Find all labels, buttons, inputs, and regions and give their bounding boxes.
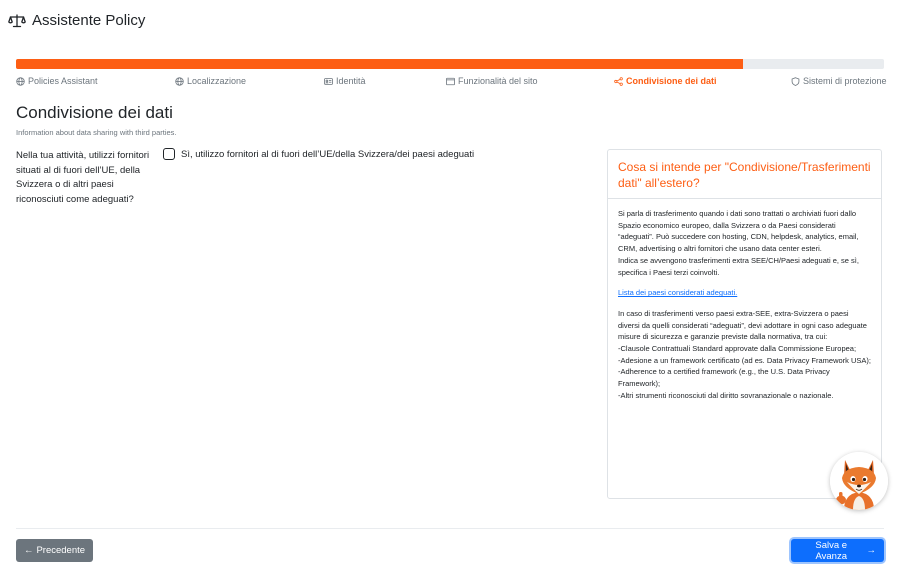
info-card-title: Cosa si intende per "Condivisione/Trasferimenti dati" all’estero? bbox=[618, 160, 871, 190]
list-item: -Adesione a un framework certificato (ad es. Data Privacy Framework USA); bbox=[618, 355, 872, 365]
window-icon bbox=[446, 77, 455, 86]
save-and-continue-label: Salva e Avanza bbox=[815, 539, 848, 562]
shield-icon bbox=[791, 77, 800, 86]
adequate-countries-link[interactable]: Lista dei paesi considerati adeguati. bbox=[618, 288, 738, 298]
list-item: -Clausole Contrattuali Standard approvate dalla Commissione Europea; bbox=[618, 344, 857, 354]
question-text: Nella tua attività, utilizzi fornitori situati al di fuori dell’UE, della Svizzera o di altri paesi riconosciuti come adeguati? bbox=[16, 150, 150, 205]
scale-icon bbox=[8, 14, 26, 28]
info-card-body bbox=[608, 199, 881, 402]
step-policies-assistant[interactable] bbox=[16, 76, 98, 86]
arrow-right-icon: → bbox=[866, 545, 876, 556]
list-item: -Adherence to a certified framework (e.g., the U.S. Data Privacy Framework); bbox=[618, 367, 830, 389]
step-identita[interactable] bbox=[324, 76, 366, 86]
save-and-continue-button[interactable] bbox=[791, 539, 884, 562]
step-localizzazione[interactable] bbox=[175, 76, 246, 86]
share-icon bbox=[614, 77, 623, 86]
info-paragraph: In caso di trasferimenti verso paesi extra-SEE, extra-Svizzera o paesi diversi da quelli considerati “adeguati”, devi adottare in ogni caso adeguate misure di sicurezza e garanzie previste dalla normativa, tra cui: bbox=[618, 308, 867, 342]
list-item: -Altri strumenti riconosciuti dal diritto sovranazionale o nazionale. bbox=[618, 390, 834, 400]
page-title: Condivisione dei dati bbox=[16, 103, 173, 122]
step-sistemi-protezione[interactable] bbox=[791, 76, 887, 86]
info-card-header bbox=[608, 150, 881, 199]
step-label: Condivisione dei dati bbox=[626, 76, 717, 86]
step-condivisione[interactable] bbox=[614, 76, 717, 86]
stepper bbox=[16, 76, 887, 90]
arrow-left-icon: ← bbox=[23, 545, 34, 556]
info-paragraph: Si parla di trasferimento quando i dati sono trattati o archiviati fuori dallo Spazio economico europeo, dalla Svizzera o da Paesi considerati “adeguati”. Può succedere con hosting, CDN, helpdesk, analytics, email, CRM, advertising o altri fornitori che usano data center esteri. bbox=[618, 209, 859, 254]
step-label: Funzionalità del sito bbox=[458, 76, 538, 86]
step-label: Sistemi di protezione bbox=[803, 76, 887, 86]
step-label: Localizzazione bbox=[187, 76, 247, 86]
non-eu-providers-option[interactable] bbox=[163, 148, 474, 160]
checkbox-label[interactable]: Sì, utilizzo fornitori al di fuori dell’UE/della Svizzera/dei paesi adeguati bbox=[181, 148, 475, 160]
page-subtitle: Information about data sharing with third parties. bbox=[16, 128, 177, 137]
previous-button[interactable] bbox=[16, 539, 93, 562]
globe-icon bbox=[16, 77, 25, 86]
id-card-icon bbox=[324, 77, 333, 86]
previous-button-label: Precedente bbox=[36, 545, 86, 556]
progress-fill bbox=[16, 59, 743, 69]
fox-mascot-icon[interactable] bbox=[830, 452, 888, 510]
non-eu-providers-checkbox[interactable] bbox=[163, 148, 175, 160]
step-funzionalita[interactable] bbox=[446, 76, 538, 86]
app-title: Assistente Policy bbox=[32, 12, 146, 29]
progress-bar bbox=[16, 59, 884, 69]
globe-icon bbox=[175, 77, 184, 86]
info-card bbox=[607, 149, 882, 499]
step-label: Policies Assistant bbox=[28, 76, 98, 86]
step-label: Identità bbox=[336, 76, 366, 86]
app-header bbox=[8, 12, 145, 29]
footer-divider bbox=[16, 528, 884, 529]
info-paragraph: Indica se avvengono trasferimenti extra SEE/CH/Paesi adeguati e, se sì, specifica i Paesi terzi coinvolti. bbox=[618, 255, 859, 277]
